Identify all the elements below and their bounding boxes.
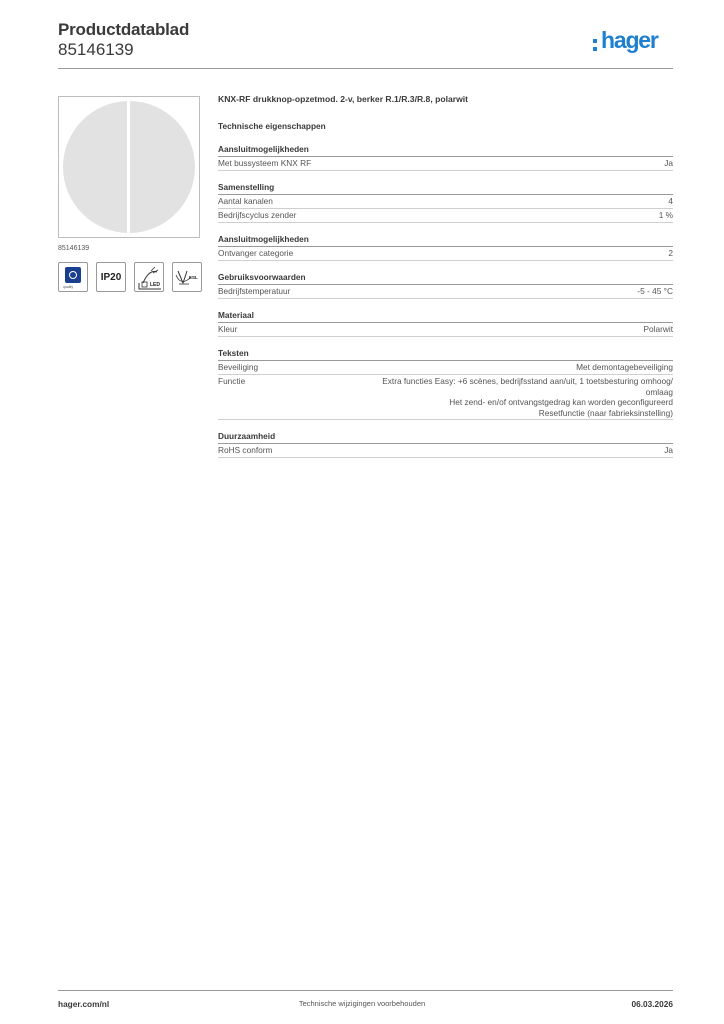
image-caption: 85146139: [58, 245, 90, 252]
spec-label: Bedrijfscyclus zender: [218, 210, 297, 220]
spec-value-line: Extra functies Easy: +6 scènes, bedrijfsstand aan/uit, 1 toetsbesturing omhoog/: [382, 376, 673, 386]
section-title: Technische eigenschappen: [218, 121, 326, 131]
technical-specs: [218, 94, 673, 458]
spec-label: Bedrijfstemperatuur: [218, 286, 291, 296]
quality-mark-text: quality: [63, 285, 74, 289]
spec-value: Ja: [664, 445, 673, 455]
footer-divider: [58, 990, 673, 991]
led-compatible-icon: [134, 262, 164, 292]
ip20-icon: [96, 262, 126, 292]
spec-label: Beveiliging: [218, 362, 259, 372]
rocker-split-line: [127, 101, 130, 233]
page-title: Productdatablad: [58, 20, 190, 39]
quality-mark-icon: [58, 262, 88, 292]
spec-row: [218, 285, 673, 299]
hager-logo: [593, 27, 673, 56]
spec-value: Met demontagebeveiliging: [576, 362, 673, 372]
product-description: KNX-RF drukknop-opzetmod. 2-v, berker R.1/R.3/R.8, polarwit: [218, 94, 469, 104]
spec-row: [218, 444, 673, 458]
spec-row: [218, 361, 673, 375]
spec-value: Polarwit: [643, 324, 673, 334]
logo-text: hager: [601, 27, 658, 53]
rocker-switch-image: [63, 101, 195, 233]
spec-row: [218, 323, 673, 337]
spec-label: Ontvanger categorie: [218, 248, 294, 258]
spec-value-line: omlaag: [645, 386, 673, 397]
spec-row: [218, 247, 673, 261]
ip20-text: IP20: [100, 272, 122, 283]
footer-website-link[interactable]: hager.com/nl: [58, 999, 110, 1009]
group-title: Aansluitmogelijkheden: [218, 234, 673, 247]
spec-label: Aantal kanalen: [218, 196, 273, 206]
spec-row: [218, 209, 673, 223]
spec-value: 2: [668, 248, 673, 258]
spec-value-line: Resetfunctie (naar fabrieksinstelling): [538, 407, 673, 418]
group-title: Aansluitmogelijkheden: [218, 144, 673, 157]
group-title: Duurzaamheid: [218, 431, 673, 444]
esl-text: ESL: [189, 275, 198, 280]
spec-row: [218, 375, 673, 420]
footer-date: 06.03.2026: [631, 999, 673, 1009]
spec-row: [218, 195, 673, 209]
header-divider: [58, 68, 673, 69]
group-title: Materiaal: [218, 310, 673, 323]
group-title: Samenstelling: [218, 182, 673, 195]
spec-label: Met bussysteem KNX RF: [218, 158, 312, 168]
group-title: Gebruiksvoorwaarden: [218, 272, 673, 285]
spec-row: [218, 157, 673, 171]
energy-saving-bulb-icon: [172, 262, 202, 292]
logo-dots-icon: [593, 39, 598, 52]
spec-value-multiline: [333, 376, 673, 418]
spec-label: RoHS conform: [218, 445, 273, 455]
spec-value: -5 - 45 °C: [637, 286, 673, 296]
spec-value: 1 %: [658, 210, 673, 220]
led-text: LED: [150, 282, 160, 288]
spec-label: Kleur: [218, 324, 238, 334]
product-image: [58, 96, 200, 238]
product-number: 85146139: [58, 40, 134, 59]
spec-value: 4: [668, 196, 673, 206]
spec-value: Ja: [664, 158, 673, 168]
spec-label: Functie: [218, 376, 246, 386]
footer-notice: Technische wijzigingen voorbehouden: [298, 999, 426, 1008]
spec-value-line: Het zend- en/of ontvangstgedrag kan worden geconfigureerd: [449, 397, 673, 407]
group-title: Teksten: [218, 348, 673, 361]
